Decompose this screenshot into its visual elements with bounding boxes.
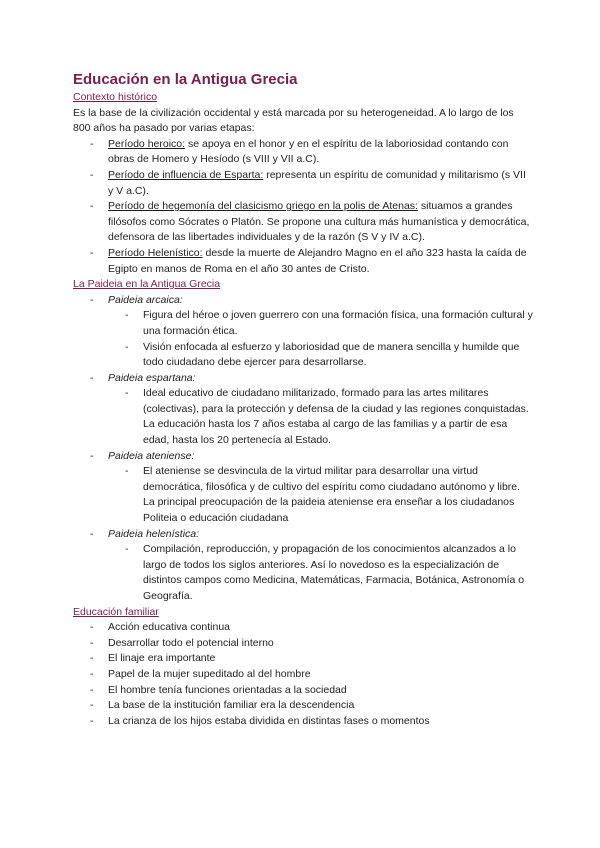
list-item bbox=[73, 449, 533, 527]
list-item: - El linaje era importante bbox=[73, 651, 533, 667]
familiar-list bbox=[73, 620, 533, 729]
sub-list bbox=[108, 464, 533, 526]
paideia-title: Paideia ateniense: bbox=[108, 449, 195, 462]
list-item: - Papel de la mujer supeditado al del hombre bbox=[73, 667, 533, 683]
section-heading-paideia: La Paideia en la Antigua Grecia bbox=[73, 278, 221, 291]
sub-list bbox=[108, 542, 533, 604]
list-item bbox=[73, 199, 533, 246]
list-item: - Figura del héroe o joven guerrero con una formación física, una formación cultural y una formación ética. bbox=[108, 308, 533, 339]
list-item bbox=[73, 527, 533, 605]
section-heading-familiar: Educación familiar bbox=[73, 605, 159, 618]
period-text: se apoya en el honor y en el espíritu de la laboriosidad contando con obras de Homero y Hesíodo (s VIII y VII a.C). bbox=[108, 137, 509, 166]
page-title: Educación en la Antigua Grecia bbox=[73, 71, 298, 88]
period-label: Período de influencia de Esparta: bbox=[108, 168, 264, 181]
contexto-intro: Es la base de la civilización occidental y está marcada por su heterogeneidad. A lo largo de los 800 años ha pasado por varias etapas: bbox=[73, 106, 514, 135]
contexto-list bbox=[73, 137, 533, 277]
list-item: - El hombre tenía funciones orientadas a la sociedad bbox=[73, 683, 533, 699]
sub-list bbox=[108, 386, 533, 417]
list-item bbox=[73, 293, 533, 371]
paideia-title: Paideia helenística: bbox=[108, 527, 200, 540]
period-text: desde la muerte de Alejandro Magno en el año 323 hasta la caída de Egipto en manos de Roma en el año 30 antes de Cristo. bbox=[108, 246, 527, 275]
list-item: - Acción educativa continua bbox=[73, 620, 533, 636]
list-item: - Ideal educativo de ciudadano militarizado, formado para las artes militares (colectivas), para la protección y defensa de la ciudad y las regiones conquistadas. bbox=[108, 386, 533, 417]
period-label: Período Helenístico: bbox=[108, 246, 203, 259]
sub-list bbox=[108, 308, 533, 370]
document-page bbox=[73, 70, 533, 729]
list-item: - Compilación, reproducción, y propagación de los conocimientos alcanzados a lo largo de todos los siglos anteriores. Así lo novedoso es la especialización de distintos campos como Medicina, Matemáticas, Farmacia, Botánica, Astronomía o Geografía. bbox=[108, 542, 533, 604]
section-heading-contexto: Contexto histórico bbox=[73, 91, 158, 103]
list-item bbox=[73, 137, 533, 168]
list-item bbox=[73, 246, 533, 277]
period-text: representa un espíritu de comunidad y militarismo (s VII y V a.C). bbox=[108, 168, 526, 197]
paideia-title: Paideia espartana: bbox=[108, 371, 196, 384]
list-item: - El ateniense se desvincula de la virtud militar para desarrollar una virtud democrática, filosófica y de cultivo del espíritu como ciudadano autónomo y libre. La principal preocupación de la paideia ateniense era enseñar a los ciudadanos Politeia o educación ciudadana bbox=[108, 464, 533, 526]
list-item: - La base de la institución familiar era la descendencia bbox=[73, 698, 533, 714]
paideia-list bbox=[73, 293, 533, 605]
period-label: Período heroico: bbox=[108, 137, 186, 150]
period-label: Período de hegemonía del clasicismo griego en la polis de Atenas: bbox=[108, 200, 418, 213]
paragraph: La educación hasta los 7 años estaba al cargo de las familias y a partir de esa edad, hasta los 20 pertenecía al Estado. bbox=[143, 418, 508, 447]
list-item bbox=[73, 371, 533, 449]
list-item: - Desarrollar todo el potencial interno bbox=[73, 636, 533, 652]
list-item: - La crianza de los hijos estaba dividida en distintas fases o momentos bbox=[73, 714, 533, 730]
list-item bbox=[73, 168, 533, 199]
period-text: situamos a grandes filósofos como Sócrates o Platón. Se propone una cultura más humanística y democrática, defensora de las libertades individuales y de la razón (S V y IV a.C). bbox=[108, 200, 530, 244]
list-item: - Visión enfocada al esfuerzo y laboriosidad que de manera sencilla y humilde que todo ciudadano debe ejercer para desarrollarse. bbox=[108, 340, 533, 371]
paideia-title: Paideia arcaica: bbox=[108, 293, 183, 306]
